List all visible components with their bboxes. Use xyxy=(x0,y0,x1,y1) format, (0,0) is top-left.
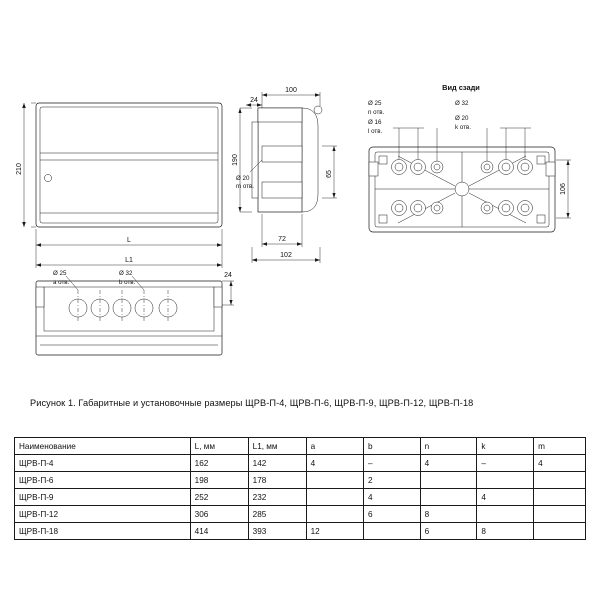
table-cell: 414 xyxy=(190,523,248,540)
dim-bottom-b-otv: b отв. xyxy=(119,279,136,286)
table-cell: 4 xyxy=(477,489,534,506)
table-cell: 198 xyxy=(190,472,248,489)
table-cell: 232 xyxy=(248,489,306,506)
table-cell: 4 xyxy=(534,455,586,472)
table-cell: 306 xyxy=(190,506,248,523)
table-header-cell: a xyxy=(306,438,363,455)
dim-rear-dia16: Ø 16 xyxy=(368,119,382,126)
table-cell: 162 xyxy=(190,455,248,472)
side-view xyxy=(232,87,337,263)
table-cell xyxy=(306,472,363,489)
table-cell: 2 xyxy=(363,472,420,489)
dim-front-width-L1: L1 xyxy=(125,257,133,264)
table-cell: 178 xyxy=(248,472,306,489)
dim-side-190: 190 xyxy=(232,154,239,166)
dim-side-m-otv: m отв. xyxy=(236,183,255,190)
rear-view xyxy=(368,83,571,232)
table-cell xyxy=(534,523,586,540)
dim-bottom-depth-24: 24 xyxy=(224,272,232,279)
table-header-cell: k xyxy=(477,438,534,455)
table-cell: 4 xyxy=(420,455,477,472)
table-header-cell: m xyxy=(534,438,586,455)
dim-rear-dia20: Ø 20 xyxy=(455,115,469,122)
table-cell: 142 xyxy=(248,455,306,472)
dim-bottom-dia32: Ø 32 xyxy=(119,270,133,277)
dim-rear-l-otv: l отв. xyxy=(368,128,383,135)
dim-side-24: 24 xyxy=(250,97,258,104)
table-header-cell: L, мм xyxy=(190,438,248,455)
table-cell xyxy=(363,523,420,540)
table-cell: ЩРВ-П-18 xyxy=(15,523,191,540)
table-cell xyxy=(534,472,586,489)
table-row xyxy=(15,489,586,506)
table-row xyxy=(15,523,586,540)
table-cell: 4 xyxy=(306,455,363,472)
table-header-cell: Наименование xyxy=(15,438,191,455)
table-cell xyxy=(306,506,363,523)
table-header-row xyxy=(15,438,586,455)
table-header-cell: b xyxy=(363,438,420,455)
dim-rear-n-otv: n отв. xyxy=(368,109,385,116)
dim-rear-106: 106 xyxy=(560,183,567,195)
table-header-cell: n xyxy=(420,438,477,455)
front-view xyxy=(16,103,222,268)
dim-bottom-dia25: Ø 25 xyxy=(53,270,67,277)
bottom-view xyxy=(36,270,234,355)
table-cell: 285 xyxy=(248,506,306,523)
table-cell xyxy=(306,489,363,506)
dim-front-width-L: L xyxy=(127,237,131,244)
table-row xyxy=(15,506,586,523)
table-cell xyxy=(420,472,477,489)
dim-rear-k-otv: k отв. xyxy=(455,124,471,131)
rear-view-title: Вид сзади xyxy=(442,83,480,92)
table-cell: 393 xyxy=(248,523,306,540)
table-cell xyxy=(534,489,586,506)
dim-side-72: 72 xyxy=(278,236,286,243)
dim-side-102: 102 xyxy=(280,252,292,259)
dim-rear-dia25: Ø 25 xyxy=(368,100,382,107)
table-cell: 12 xyxy=(306,523,363,540)
dim-bottom-a-otv: a отв. xyxy=(53,279,70,286)
table-cell: 252 xyxy=(190,489,248,506)
dim-side-100: 100 xyxy=(285,87,297,94)
table-row xyxy=(15,472,586,489)
table-cell: ЩРВ-П-6 xyxy=(15,472,191,489)
table-cell xyxy=(420,489,477,506)
table-cell: ЩРВ-П-4 xyxy=(15,455,191,472)
table-header-cell: L1, мм xyxy=(248,438,306,455)
table-cell xyxy=(477,506,534,523)
table-cell: ЩРВ-П-9 xyxy=(15,489,191,506)
dim-side-65: 65 xyxy=(326,170,333,178)
table-cell: 8 xyxy=(477,523,534,540)
table-cell: 6 xyxy=(363,506,420,523)
dim-rear-dia32: Ø 32 xyxy=(455,100,469,107)
table-cell xyxy=(534,506,586,523)
table-cell: ЩРВ-П-12 xyxy=(15,506,191,523)
table-cell: 4 xyxy=(363,489,420,506)
table-cell xyxy=(477,472,534,489)
table-cell: – xyxy=(363,455,420,472)
table-cell: 6 xyxy=(420,523,477,540)
table-cell: – xyxy=(477,455,534,472)
figure-caption: Рисунок 1. Габаритные и установочные размеры ЩРВ-П-4, ЩРВ-П-6, ЩРВ-П-9, ЩРВ-П-12, ЩРВ-П-18 xyxy=(30,398,474,408)
table-row xyxy=(15,455,586,472)
table-cell: 8 xyxy=(420,506,477,523)
dim-side-dia20: Ø 20 xyxy=(236,175,250,182)
dim-front-height: 210 xyxy=(16,163,23,175)
specification-table xyxy=(14,437,586,540)
